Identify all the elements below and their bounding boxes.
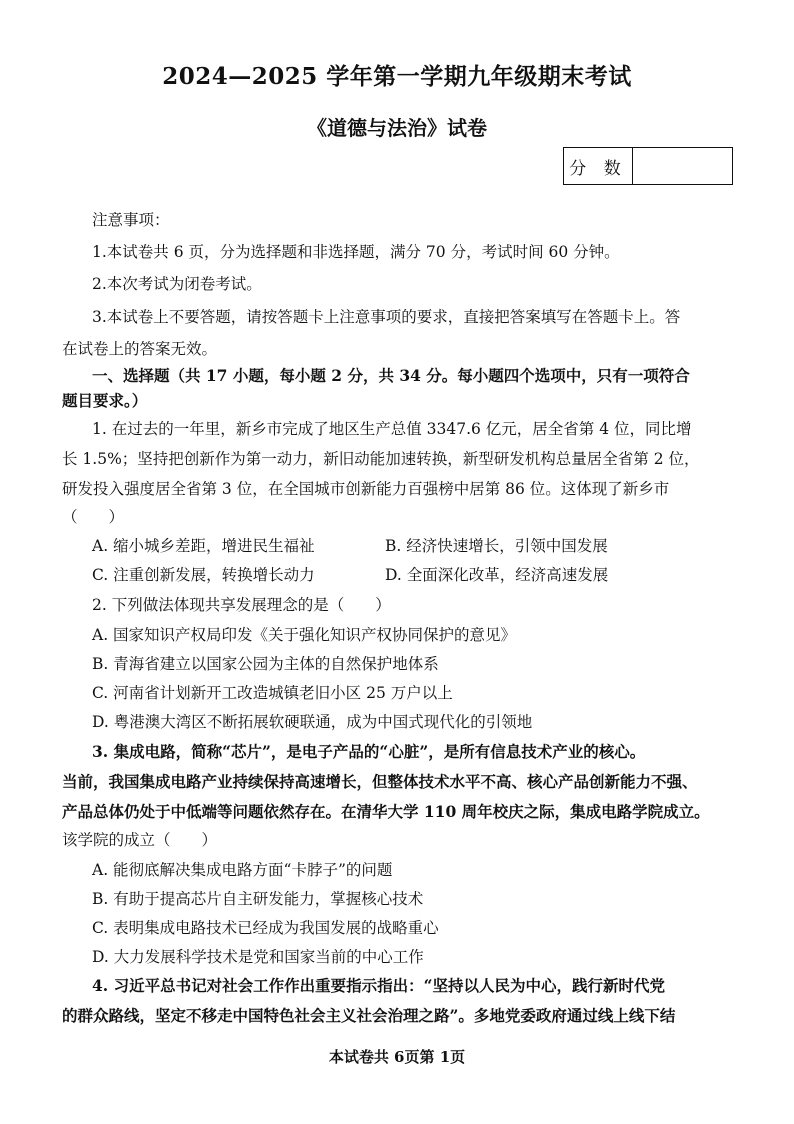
question-3-line: 当前，我国集成电路产业持续保持高速增长，但整体技术水平不高、核心产品创新能力不强、 <box>62 772 698 791</box>
question-3-line: 产品总体仍处于中低端等问题依然存在。在清华大学 110 周年校庆之际，集成电路学院成立。 <box>62 802 710 821</box>
section-heading-continued: 题目要求。） <box>62 391 148 410</box>
exam-title: 2024—2025 学年第一学期九年级期末考试 <box>162 63 632 90</box>
question-4-line: 4. 习近平总书记对社会工作作出重要指示指出：“坚持以人民为中心，践行新时代党 <box>92 976 665 995</box>
question-3-line: 3. 集成电路，简称“芯片”，是电子产品的“心脏”，是所有信息技术产业的核心。 <box>92 742 646 761</box>
question-2-option-a: A. 国家知识产权局印发《关于强化知识产权协同保护的意见》 <box>92 626 517 644</box>
question-1-option-a: A. 缩小城乡差距，增进民生福祉 <box>92 537 315 555</box>
question-1-line: 1. 在过去的一年里，新乡市完成了地区生产总值 3347.6 亿元，居全省第 4 位，同比增 <box>92 420 692 438</box>
question-2-option-d: D. 粤港澳大湾区不断拓展软硬联通，成为中国式现代化的引领地 <box>92 713 533 731</box>
note-item-continued: 在试卷上的答案无效。 <box>62 340 218 358</box>
note-item: 3.本试卷上不要答题，请按答题卡上注意事项的要求，直接把答案填写在答题卡上。答 <box>92 308 681 326</box>
page-footer: 本试卷共 6页第 1页 <box>328 1048 466 1066</box>
question-1-line: 长 1.5%；坚持把创新作为第一动力，新旧动能加速转换，新型研发机构总量居全省第 2 位， <box>62 450 700 468</box>
question-1-option-c: C. 注重创新发展，转换增长动力 <box>92 566 315 584</box>
note-item: 1.本试卷共 6 页，分为选择题和非选择题，满分 70 分，考试时间 60 分钟。 <box>92 243 620 261</box>
question-1-option-d: D. 全面深化改革，经济高速发展 <box>385 566 609 584</box>
exam-subtitle: 《道德与法治》试卷 <box>307 116 487 140</box>
question-1-line: （ ） <box>62 508 125 526</box>
question-1-option-b: B. 经济快速增长，引领中国发展 <box>385 537 608 555</box>
score-box <box>563 147 733 185</box>
question-3-option-b: B. 有助于提高芯片自主研发能力，掌握核心技术 <box>92 890 424 908</box>
question-3-option-a: A. 能彻底解决集成电路方面“卡脖子”的问题 <box>92 861 393 879</box>
question-3-option-d: D. 大力发展科学技术是党和国家当前的中心工作 <box>92 948 424 966</box>
question-4-line: 的群众路线，坚定不移走中国特色社会主义社会治理之路”。多地党委政府通过线上线下结 <box>62 1006 676 1025</box>
note-item: 2.本次考试为闭卷考试。 <box>92 275 262 293</box>
question-2-stem: 2. 下列做法体现共享发展理念的是（ ） <box>92 596 391 614</box>
question-3-option-c: C. 表明集成电路技术已经成为我国发展的战略重心 <box>92 919 439 937</box>
question-2-option-c: C. 河南省计划新开工改造城镇老旧小区 25 万户以上 <box>92 684 453 702</box>
notes-heading: 注意事项： <box>92 211 170 229</box>
score-label: 分 数 <box>564 148 633 184</box>
score-value <box>633 148 732 184</box>
question-2-option-b: B. 青海省建立以国家公园为主体的自然保护地体系 <box>92 655 439 673</box>
question-3-line: 该学院的成立（ ） <box>62 831 218 849</box>
question-1-line: 研发投入强度居全省第 3 位，在全国城市创新能力百强榜中居第 86 位。这体现了新乡市 <box>62 480 670 498</box>
section-heading: 一、选择题（共 17 小题，每小题 2 分，共 34 分。每小题四个选项中，只有一项符合 <box>92 366 690 385</box>
